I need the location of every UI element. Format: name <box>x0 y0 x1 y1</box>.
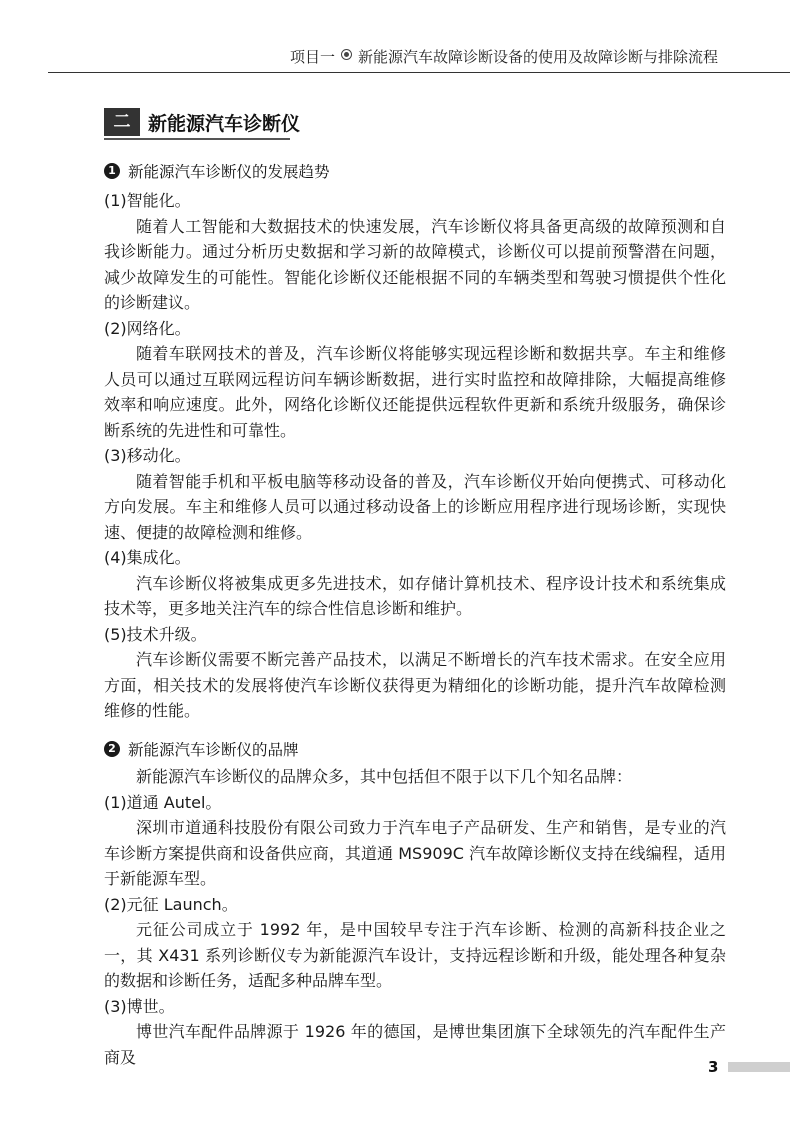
bullet-separator-icon <box>341 49 352 60</box>
paragraph: 随着车联网技术的普及，汽车诊断仪将能够实现远程诊断和数据共享。车主和维修人员可以通过互联网远程访问车辆诊断数据，进行实时监控和故障排除，大幅提高维修效率和响应速度。此外，网络化诊断仪还能提供远程软件更新和系统升级服务，确保诊断系统的先进性和可靠性。 <box>104 344 726 440</box>
brand-content <box>104 764 726 1070</box>
paragraph: 深圳市道通科技股份有限公司致力于汽车电子产品研发、生产和销售，是专业的汽车诊断方案提供商和设备供应商，其道通 MS909C 汽车故障诊断仪支持在线编程，适用于新能源车型。 <box>104 818 726 888</box>
paragraph: (5)技术升级。 <box>104 624 207 644</box>
paragraph: 汽车诊断仪将被集成更多先进技术，如存储计算机技术、程序设计技术和系统集成技术等，更多地关注汽车的综合性信息诊断和维护。 <box>104 573 726 618</box>
page-number: 3 <box>708 1058 719 1076</box>
section-heading <box>104 108 300 136</box>
section-title: 新能源汽车诊断仪 <box>148 112 301 135</box>
header-project: 项目一 <box>289 48 335 66</box>
subheading-2 <box>104 738 299 760</box>
subheading-1 <box>104 160 330 182</box>
page-number-bar <box>728 1062 790 1072</box>
section-number: 二 <box>104 108 140 136</box>
subheading-title: 新能源汽车诊断仪的发展趋势 <box>128 163 330 181</box>
paragraph: 随着智能手机和平板电脑等移动设备的普及，汽车诊断仪开始向便携式、可移动化方向发展。车主和维修人员可以通过移动设备上的诊断应用程序进行现场诊断，实现快速、便捷的故障检测和维修。 <box>104 471 726 542</box>
running-header <box>290 46 718 67</box>
paragraph: 随着人工智能和大数据技术的快速发展，汽车诊断仪将具备更高级的故障预测和自我诊断能力。通过分析历史数据和学习新的故障模式，诊断仪可以提前预警潜在问题，减少故障发生的可能性。智能化诊断仪还能根据不同的车辆类型和驾驶习惯提供个性化的诊断建议。 <box>104 216 726 312</box>
paragraph: (2)元征 Launch。 <box>104 894 238 914</box>
paragraph: (3)博世。 <box>104 996 175 1016</box>
paragraph: (1)智能化。 <box>104 191 191 210</box>
subheading-title: 新能源汽车诊断仪的品牌 <box>128 741 299 759</box>
paragraph: (1)道通 Autel。 <box>104 792 222 812</box>
paragraph: (3)移动化。 <box>104 446 191 465</box>
circled-number-icon: 1 <box>104 163 120 179</box>
section-underline <box>104 138 290 140</box>
paragraph: 元征公司成立于 1992 年，是中国较早专注于汽车诊断、检测的高新科技企业之一，其 X431 系列诊断仪专为新能源汽车设计，支持远程诊断和升级，能处理各种复杂的数据和诊断任务，适配多种品牌车型。 <box>104 920 726 990</box>
paragraph: (4)集成化。 <box>104 548 191 567</box>
paragraph: 汽车诊断仪需要不断完善产品技术，以满足不断增长的汽车技术需求。在安全应用方面，相关技术的发展将使汽车诊断仪获得更为精细化的诊断功能，提升汽车故障检测维修的性能。 <box>104 650 726 720</box>
paragraph: (2)网络化。 <box>104 318 191 338</box>
paragraph: 博世汽车配件品牌源于 1926 年的德国，是博世集团旗下全球领先的汽车配件生产商及 <box>104 1022 726 1067</box>
header-divider <box>48 72 790 73</box>
trend-content <box>104 188 726 724</box>
paragraph: 新能源汽车诊断仪的品牌众多，其中包括但不限于以下几个知名品牌： <box>136 767 633 786</box>
circled-number-icon: 2 <box>104 741 120 757</box>
header-title: 新能源汽车故障诊断设备的使用及故障诊断与排除流程 <box>357 48 718 66</box>
